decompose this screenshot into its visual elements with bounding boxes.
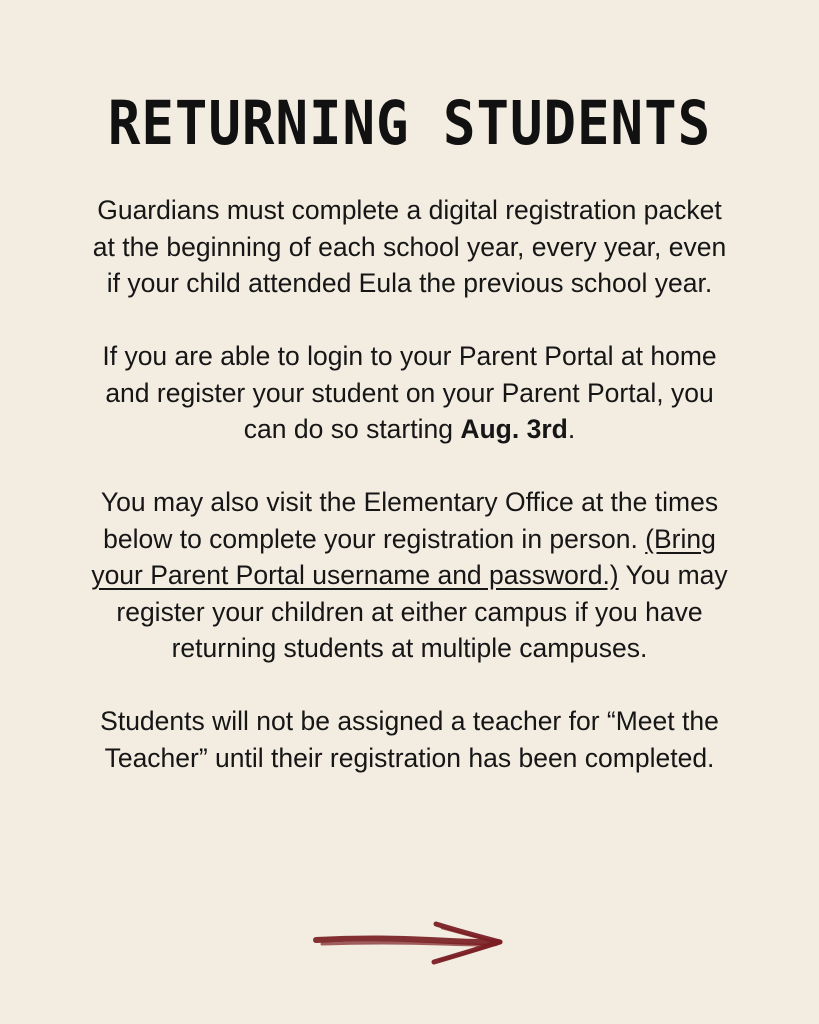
campus-note: You may register your children at either campus if you have returning students at multiple campuses. (116, 560, 728, 663)
bring-credentials-note: (Bring your Parent Portal username and password.) (91, 523, 716, 590)
paragraph-digital-registration: Guardians must complete a digital registration packet at the beginning of each school year, every year, even if your child attended Eula the previous school year. (92, 195, 727, 298)
paragraph-meet-the-teacher: Students will not be assigned a teacher for “Meet the Teacher” until their registration has been completed. (100, 706, 719, 773)
paragraph-office-visit (90, 484, 729, 667)
office-visit-text: You may also visit the Elementary Office at the times below to complete your registration in person. (100, 487, 719, 554)
parent-portal-end: . (567, 414, 576, 444)
page-title: RETURNING STUDENTS (107, 88, 712, 159)
start-date: Aug. 3rd (460, 414, 568, 444)
right-arrow-icon (312, 916, 508, 968)
parent-portal-text: If you are able to login to your Parent Portal at home and register your student on your Parent Portal, you can do so starting (102, 341, 717, 444)
paragraph-parent-portal (90, 338, 729, 448)
registration-info (90, 192, 729, 813)
